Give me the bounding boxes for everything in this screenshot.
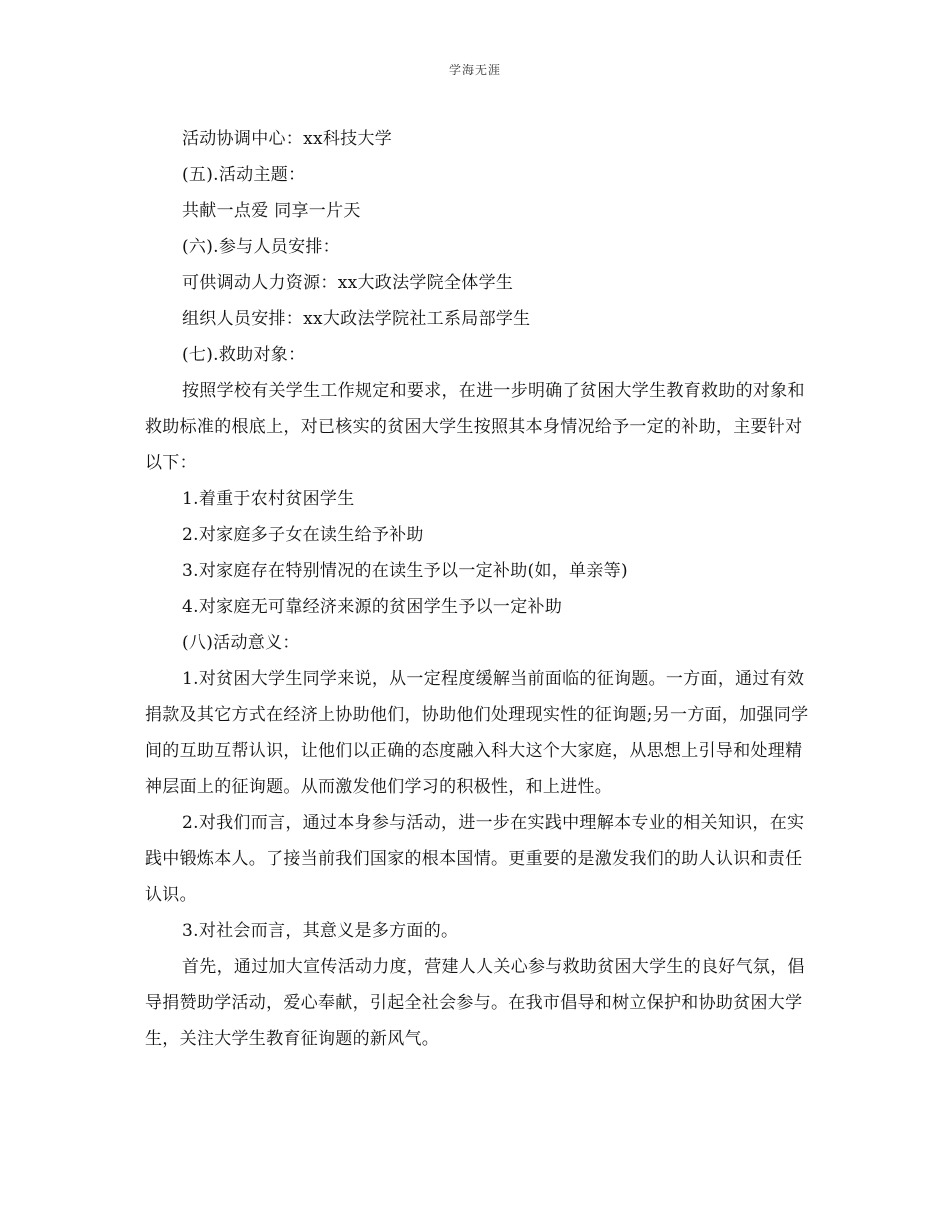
list-item: 2.对家庭多子女在读生给予补助: [182, 525, 424, 545]
paragraph: 按照学校有关学生工作规定和要求，在进一步明确了贫困大学生教育救助的对象和救助标准的根底上，对已核实的贫困大学生按照其本身情况给予一定的补助，主要针对以下：: [145, 381, 805, 473]
paragraph: 活动协调中心：xx科技大学: [182, 129, 393, 149]
section-heading: (八)活动意义：: [182, 633, 300, 653]
list-item: 4.对家庭无可靠经济来源的贫困学生予以一定补助: [182, 597, 563, 617]
paragraph: 1.对贫困大学生同学来说，从一定程度缓解当前面临的征询题。一方面，通过有效捐款及其它方式在经济上协助他们，协助他们处理现实性的征询题;另一方面，加强同学间的互助互帮认识，让他们以正确的态度融入科大这个大家庭，从思想上引导和处理精神层面上的征询题。从而激发他们学习的积极性，和上进性。: [145, 669, 809, 797]
paragraph: 共献一点爱 同享一片天: [182, 201, 361, 221]
paragraph: 可供调动人力资源：xx大政法学院全体学生: [182, 273, 514, 293]
paragraph: 首先，通过加大宣传活动力度，营建人人关心参与救助贫困大学生的良好气氛，倡导捐赞助学活动，爱心奉献，引起全社会参与。在我市倡导和树立保护和协助贫困大学生，关注大学生教育征询题的新风气。: [145, 957, 805, 1049]
paragraph: 3.对社会而言，其意义是多方面的。: [182, 921, 459, 941]
list-item: 1.着重于农村贫困学生: [182, 489, 355, 509]
section-heading: (七).救助对象：: [182, 345, 306, 365]
page-header: 学海无涯: [448, 63, 501, 77]
paragraph: 组织人员安排：xx大政法学院社工系局部学生: [182, 309, 531, 329]
paragraph: 2.对我们而言，通过本身参与活动，进一步在实践中理解本专业的相关知识，在实践中锻炼本人。了接当前我们国家的根本国情。更重要的是激发我们的助人认识和责任认识。: [145, 813, 805, 905]
section-heading: (五).活动主题：: [182, 165, 306, 185]
document-body: [145, 121, 810, 1057]
section-heading: (六).参与人员安排：: [182, 237, 340, 257]
list-item: 3.对家庭存在特别情况的在读生予以一定补助(如，单亲等): [182, 561, 628, 581]
